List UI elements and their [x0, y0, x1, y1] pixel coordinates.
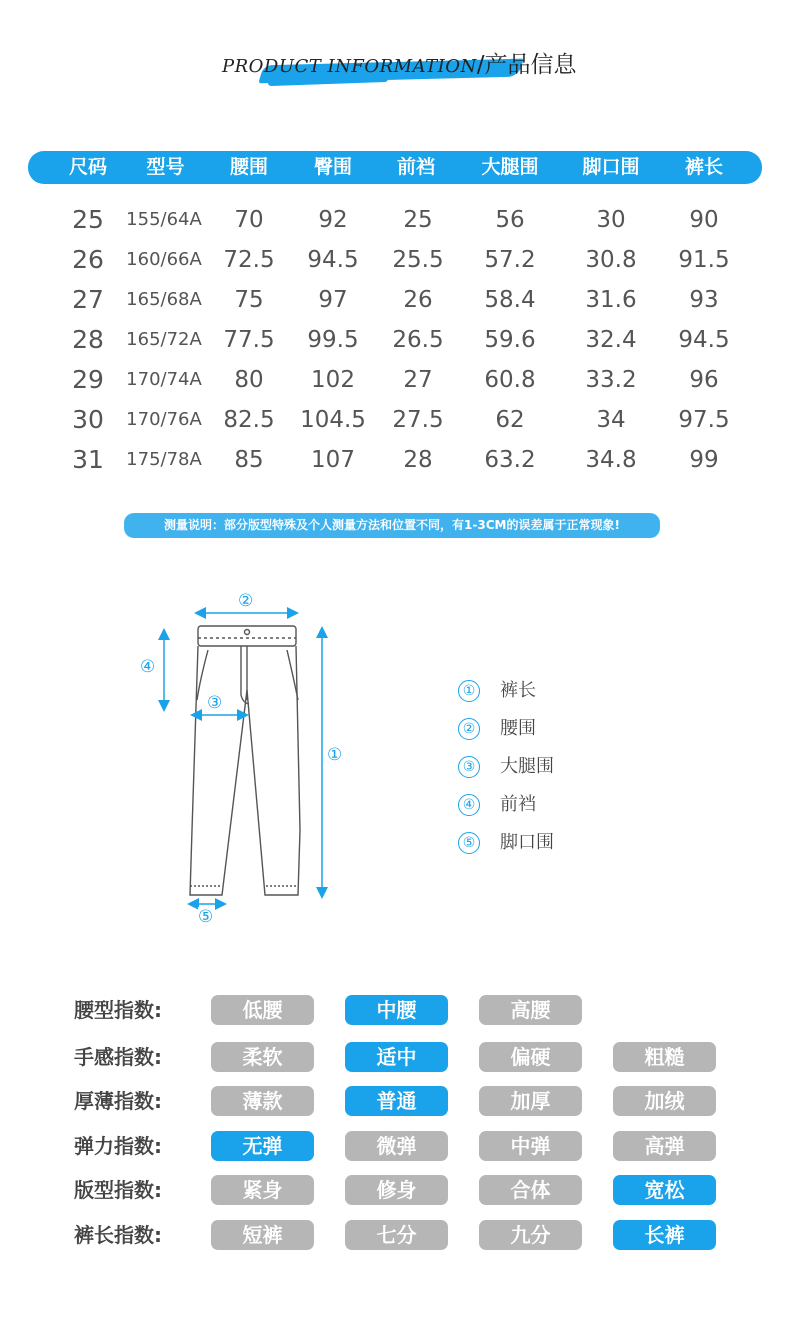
cell-hip: 99.5: [307, 327, 359, 353]
cell-waist: 75: [234, 287, 264, 313]
cell-front-rise: 25: [403, 207, 433, 233]
cell-waist: 80: [234, 367, 264, 393]
header-model: 型号: [146, 156, 185, 178]
index-row-feel: [0, 1037, 790, 1077]
cell-waist: 82.5: [223, 407, 275, 433]
cell-size: 27: [72, 285, 104, 314]
cell-hip: 104.5: [300, 407, 366, 433]
cell-waist: 70: [234, 207, 264, 233]
table-row: [0, 360, 790, 400]
cell-front-rise: 25.5: [392, 247, 444, 273]
legend-number: ⑤: [458, 832, 480, 854]
cell-hip: 102: [311, 367, 355, 393]
pants-illustration: [0, 580, 790, 930]
cell-size: 29: [72, 365, 104, 394]
title-text: [222, 46, 577, 79]
index-option: 高弹: [613, 1131, 716, 1161]
title-separator: /: [476, 52, 485, 78]
header-leg-opening: 脚口围: [582, 156, 640, 178]
header-front-rise: 前裆: [396, 156, 435, 178]
table-row: [0, 440, 790, 480]
cell-thigh: 59.6: [484, 327, 536, 353]
index-row-fit: [0, 1170, 790, 1210]
size-table-header: [28, 151, 762, 184]
table-row: [0, 240, 790, 280]
index-option: 低腰: [211, 995, 314, 1025]
cell-model: 160/66A: [126, 249, 202, 270]
cell-length: 97.5: [678, 407, 730, 433]
index-label: 手感指数:: [74, 1045, 162, 1069]
cell-leg-opening: 34: [596, 407, 626, 433]
cell-length: 94.5: [678, 327, 730, 353]
index-option: 无弹: [211, 1131, 314, 1161]
table-row: [0, 320, 790, 360]
index-label: 弹力指数:: [74, 1134, 162, 1158]
cell-size: 30: [72, 405, 104, 434]
cell-front-rise: 28: [403, 447, 433, 473]
index-row-waist-type: [0, 990, 790, 1030]
pants-outline: [190, 626, 300, 895]
marker-waist: ②: [238, 591, 254, 611]
cell-hip: 92: [318, 207, 348, 233]
marker-thigh: ③: [207, 693, 223, 713]
index-option: 适中: [345, 1042, 448, 1072]
index-option: 九分: [479, 1220, 582, 1250]
index-option: 长裤: [613, 1220, 716, 1250]
header-waist: 腰围: [229, 156, 268, 178]
cell-front-rise: 27: [403, 367, 433, 393]
index-label: 裤长指数:: [74, 1223, 162, 1247]
cell-leg-opening: 34.8: [585, 447, 637, 473]
table-row: [0, 200, 790, 240]
cell-size: 25: [72, 205, 104, 234]
index-row-elasticity: [0, 1126, 790, 1166]
product-info-title: [0, 38, 790, 94]
cell-thigh: 62: [495, 407, 525, 433]
cell-length: 90: [689, 207, 719, 233]
cell-front-rise: 26: [403, 287, 433, 313]
cell-leg-opening: 30: [596, 207, 626, 233]
cell-leg-opening: 32.4: [585, 327, 637, 353]
cell-model: 175/78A: [126, 449, 202, 470]
legend-label: 前裆: [500, 794, 536, 815]
header-thigh: 大腿围: [481, 156, 539, 178]
cell-leg-opening: 33.2: [585, 367, 637, 393]
legend-number: ③: [458, 756, 480, 778]
cell-size: 26: [72, 245, 104, 274]
cell-model: 170/76A: [126, 409, 202, 430]
cell-front-rise: 26.5: [392, 327, 444, 353]
index-row-length: [0, 1215, 790, 1255]
cell-size: 31: [72, 445, 104, 474]
index-label: 厚薄指数:: [74, 1089, 162, 1113]
cell-thigh: 56: [495, 207, 525, 233]
cell-hip: 97: [318, 287, 348, 313]
measurement-note: 测量说明：部分版型特殊及个人测量方法和位置不同，有1-3CM的误差属于正常现象!: [124, 513, 660, 538]
index-option: 高腰: [479, 995, 582, 1025]
cell-model: 165/68A: [126, 289, 202, 310]
legend-number: ④: [458, 794, 480, 816]
legend-label: 脚口围: [500, 832, 554, 853]
cell-waist: 77.5: [223, 327, 275, 353]
index-option: 短裤: [211, 1220, 314, 1250]
index-row-thickness: [0, 1081, 790, 1121]
header-hip: 臀围: [313, 156, 352, 178]
cell-model: 165/72A: [126, 329, 202, 350]
legend-number: ①: [458, 680, 480, 702]
cell-waist: 85: [234, 447, 264, 473]
header-length: 裤长: [684, 156, 723, 178]
cell-hip: 94.5: [307, 247, 359, 273]
cell-leg-opening: 31.6: [585, 287, 637, 313]
cell-length: 93: [689, 287, 719, 313]
cell-thigh: 63.2: [484, 447, 536, 473]
marker-front-rise: ④: [140, 657, 156, 677]
legend-label: 大腿围: [500, 756, 554, 777]
title-chinese: 产品信息: [484, 52, 577, 78]
index-option: 加厚: [479, 1086, 582, 1116]
cell-model: 170/74A: [126, 369, 202, 390]
cell-size: 28: [72, 325, 104, 354]
index-option: 宽松: [613, 1175, 716, 1205]
cell-length: 91.5: [678, 247, 730, 273]
marker-length: ①: [327, 745, 343, 765]
cell-waist: 72.5: [223, 247, 275, 273]
index-option: 合体: [479, 1175, 582, 1205]
index-option: 中弹: [479, 1131, 582, 1161]
index-option: 柔软: [211, 1042, 314, 1072]
cell-front-rise: 27.5: [392, 407, 444, 433]
cell-hip: 107: [311, 447, 355, 473]
cell-model: 155/64A: [126, 209, 202, 230]
legend-number: ②: [458, 718, 480, 740]
cell-thigh: 60.8: [484, 367, 536, 393]
index-option: 偏硬: [479, 1042, 582, 1072]
index-option: 微弹: [345, 1131, 448, 1161]
index-option: 七分: [345, 1220, 448, 1250]
legend-label: 腰围: [500, 718, 536, 739]
table-row: [0, 400, 790, 440]
index-option: 薄款: [211, 1086, 314, 1116]
pants-measurement-diagram: [0, 580, 790, 930]
cell-length: 99: [689, 447, 719, 473]
index-option: 修身: [345, 1175, 448, 1205]
header-size: 尺码: [68, 156, 107, 178]
index-option: 粗糙: [613, 1042, 716, 1072]
index-option: 普通: [345, 1086, 448, 1116]
cell-length: 96: [689, 367, 719, 393]
index-option: 紧身: [211, 1175, 314, 1205]
index-label: 版型指数:: [74, 1178, 162, 1202]
title-english: PRODUCT INFORMATION: [222, 56, 477, 77]
cell-thigh: 57.2: [484, 247, 536, 273]
index-label: 腰型指数:: [74, 998, 162, 1022]
legend-label: 裤长: [500, 680, 536, 701]
table-row: [0, 280, 790, 320]
cell-leg-opening: 30.8: [585, 247, 637, 273]
index-option: 中腰: [345, 995, 448, 1025]
marker-leg-opening: ⑤: [198, 907, 214, 927]
index-option: 加绒: [613, 1086, 716, 1116]
cell-thigh: 58.4: [484, 287, 536, 313]
